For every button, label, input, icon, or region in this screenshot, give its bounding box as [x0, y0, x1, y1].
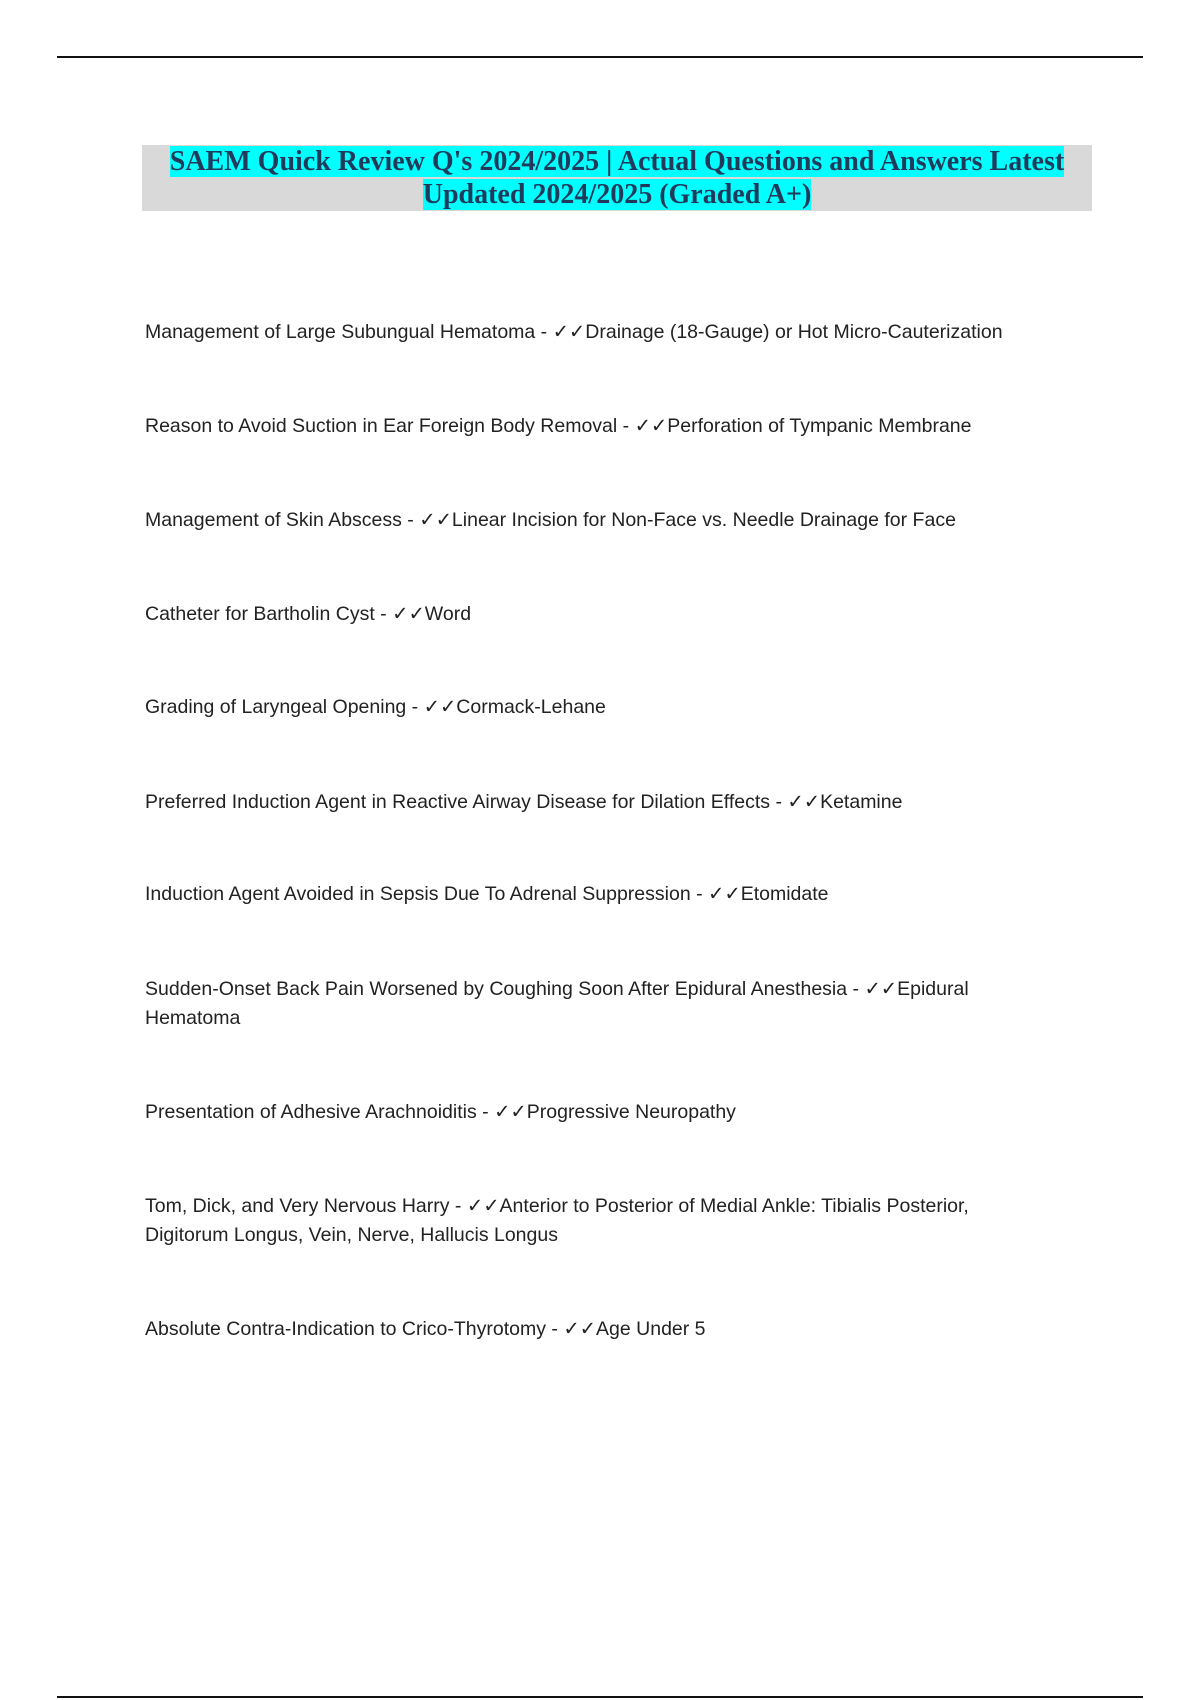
qa-item — [145, 412, 1045, 441]
qa-item — [145, 1315, 1045, 1344]
qa-separator: - — [449, 1195, 467, 1217]
qa-question: Management of Large Subungual Hematoma — [145, 321, 536, 343]
qa-answer: Perforation of Tympanic Membrane — [667, 415, 972, 437]
qa-separator: - — [476, 1101, 495, 1123]
check-mark-icon: ✓✓ — [708, 883, 741, 905]
qa-separator: - — [406, 696, 424, 718]
qa-separator: - — [546, 1318, 564, 1340]
qa-separator: - — [617, 415, 635, 437]
qa-answer: Progressive Neuropathy — [526, 1101, 736, 1123]
qa-question: Reason to Avoid Suction in Ear Foreign Body Removal — [145, 415, 618, 437]
check-mark-icon: ✓✓ — [423, 696, 457, 718]
check-mark-icon: ✓✓ — [563, 1318, 597, 1340]
qa-question: Preferred Induction Agent in Reactive Airway Disease for Dilation Effects — [145, 791, 771, 813]
check-mark-icon: ✓✓ — [494, 1101, 527, 1123]
qa-item — [145, 693, 1045, 722]
qa-item — [145, 318, 1045, 347]
qa-separator: - — [374, 603, 393, 625]
qa-item — [145, 788, 1045, 817]
qa-question: Catheter for Bartholin Cyst — [145, 603, 375, 625]
qa-answer: Word — [424, 603, 472, 625]
check-mark-icon: ✓✓ — [552, 321, 586, 343]
title-line-1: SAEM Quick Review Q's 2024/2025 | Actual Questions and Answers Latest — [169, 146, 1065, 177]
document-title — [142, 145, 1092, 211]
qa-answer: Ketamine — [820, 791, 903, 813]
qa-item — [145, 1098, 1045, 1127]
qa-item — [145, 1192, 1045, 1250]
qa-item — [145, 975, 1045, 1033]
check-mark-icon: ✓✓ — [466, 1195, 500, 1217]
qa-answer: Age Under 5 — [596, 1318, 706, 1340]
qa-item — [145, 506, 1045, 535]
qa-separator: - — [535, 321, 553, 343]
qa-answer: Anterior to Posterior of Medial Ankle: Tibialis Posterior, Digitorum Longus, Vein, Nerve, Hallucis Longus — [145, 1195, 969, 1246]
qa-answer: Etomidate — [740, 883, 829, 905]
qa-answer: Drainage (18-Gauge) or Hot Micro-Cauterization — [585, 321, 1003, 343]
qa-question: Induction Agent Avoided in Sepsis Due To Adrenal Suppression — [145, 883, 691, 905]
qa-separator: - — [770, 791, 788, 813]
qa-question: Tom, Dick, and Very Nervous Harry — [145, 1195, 450, 1217]
qa-answer: Cormack-Lehane — [456, 696, 606, 718]
qa-answer: Epidural Hematoma — [145, 978, 969, 1029]
qa-separator: - — [847, 978, 865, 1000]
qa-question: Presentation of Adhesive Arachnoiditis — [145, 1101, 477, 1123]
qa-separator: - — [690, 883, 709, 905]
qa-question: Absolute Contra-Indication to Crico-Thyrotomy — [145, 1318, 546, 1340]
check-mark-icon: ✓✓ — [419, 509, 452, 531]
qa-question: Management of Skin Abscess — [145, 509, 402, 531]
qa-question: Sudden-Onset Back Pain Worsened by Coughing Soon After Epidural Anesthesia — [145, 978, 848, 1000]
top-rule — [57, 56, 1143, 58]
qa-separator: - — [401, 509, 420, 531]
bottom-rule — [57, 1696, 1143, 1698]
title-line-2: Updated 2024/2025 (Graded A+) — [422, 179, 812, 210]
qa-question: Grading of Laryngeal Opening — [145, 696, 407, 718]
qa-answer: Linear Incision for Non-Face vs. Needle Drainage for Face — [451, 509, 956, 531]
check-mark-icon: ✓✓ — [787, 791, 821, 813]
check-mark-icon: ✓✓ — [634, 415, 668, 437]
check-mark-icon: ✓✓ — [392, 603, 425, 625]
qa-item — [145, 600, 1045, 629]
qa-item — [145, 880, 1045, 909]
check-mark-icon: ✓✓ — [864, 978, 898, 1000]
